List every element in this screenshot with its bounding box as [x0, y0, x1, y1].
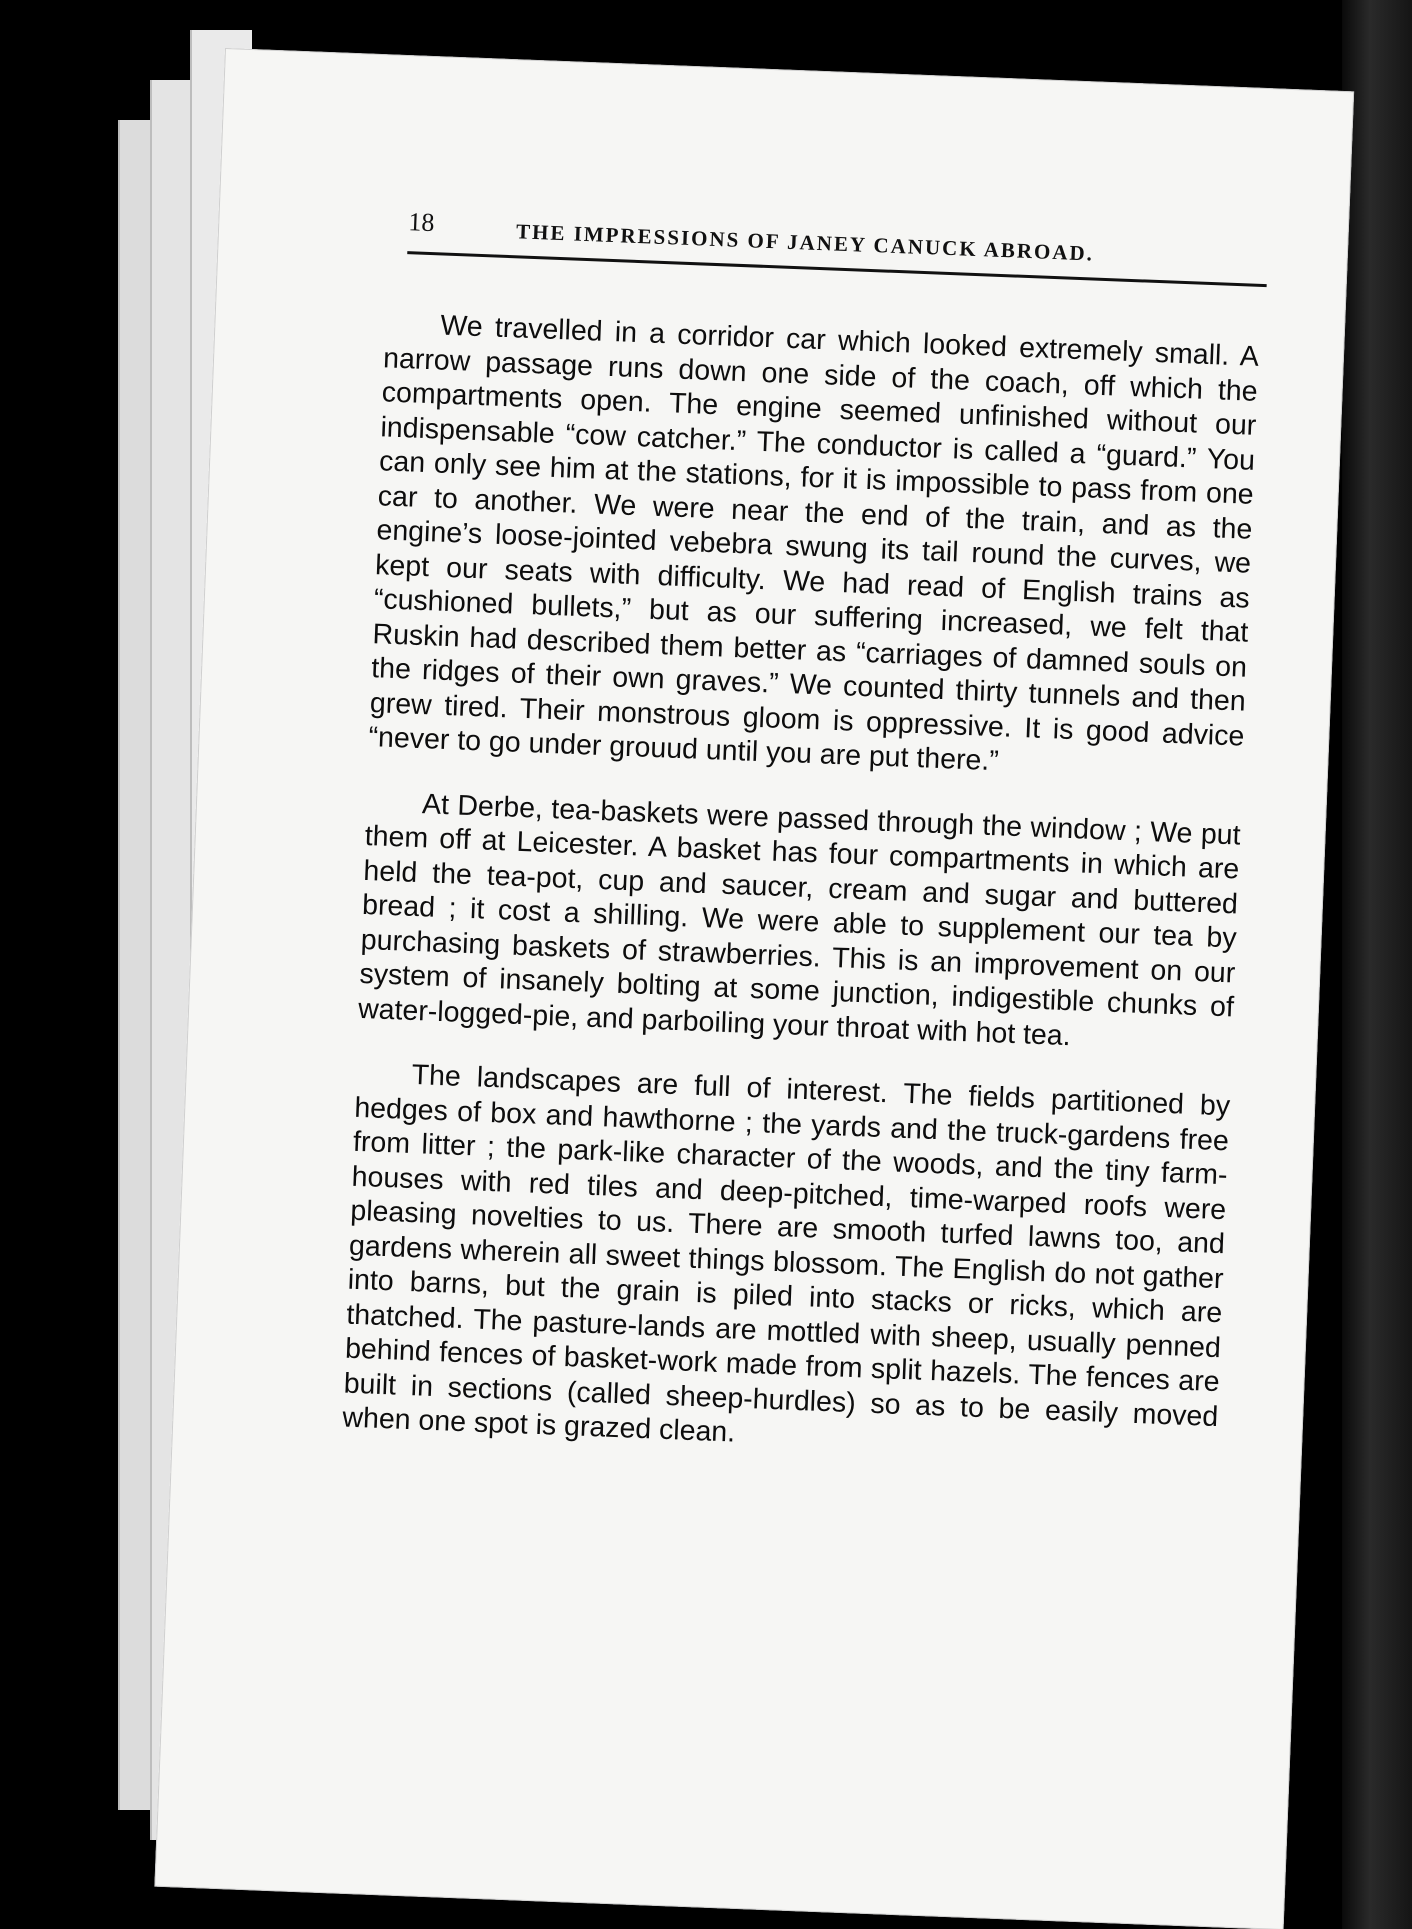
paragraph: At Derbe, tea-baskets were passed through the window ; We put them off at Leicester. A basket has four compartments in which are held the tea-pot, cup and saucer, cream and sugar and buttered bread ; it cost a shilling. We were able to supplement our tea by purchasing baskets of strawberries. This is an improvement on our system of insanely bolting at some junction, indigestible chunks of water-logged-pie, and parboiling your throat with hot tea. [357, 787, 1242, 1052]
book-page [154, 48, 1354, 1929]
body-text [341, 306, 1260, 1498]
paragraph: The landscapes are full of interest. The fields partitioned by hedges of box and hawthorne ; the yards and the truck-gardens free from litter ; the park-like character of the woods, and the tiny farm-houses with red tiles and deep-pitched, time-warped roofs were pleasing novelties to us. There are smooth turfed lawns too, and gardens wherein all sweet things blossom. The English do not gather into barns, but the grain is piled into stacks or ricks, which are thatched. The pasture-lands are mottled with sheep, usually penned behind fences of basket-work made from split hazels. The fences are built in sections (called sheep-hurdles) so as to be easily moved when one spot is grazed clean. [341, 1058, 1231, 1449]
paragraph: We travelled in a corridor car which looked extremely small. A narrow passage runs down one side of the coach, off which the compartments open. The engine seemed unfinished without our indispensable “cow catcher.” The conductor is called a “guard.” You can only see him at the stations, for it is impossible to pass from one car to another. We were near the end of the train, and as the engine’s loose-jointed vebebra swung its tail round the curves, we kept our seats with difficulty. We had read of English trains as “cushioned bullets,” but as our suffering increased, we felt that Ruskin had described them better as “carriages of damned souls on the ridges of their own graves.” We counted thirty tunnels and then grew tired. Their monstrous gloom is oppressive. It is good advice “never to go under grouud until you are put there.” [368, 309, 1260, 778]
page-number: 18 [407, 207, 436, 238]
running-title: THE IMPRESSIONS OF JANEY CANUCK ABROAD. [515, 219, 1095, 266]
facing-page-edge [1342, 0, 1412, 1929]
page-header [407, 207, 1268, 266]
